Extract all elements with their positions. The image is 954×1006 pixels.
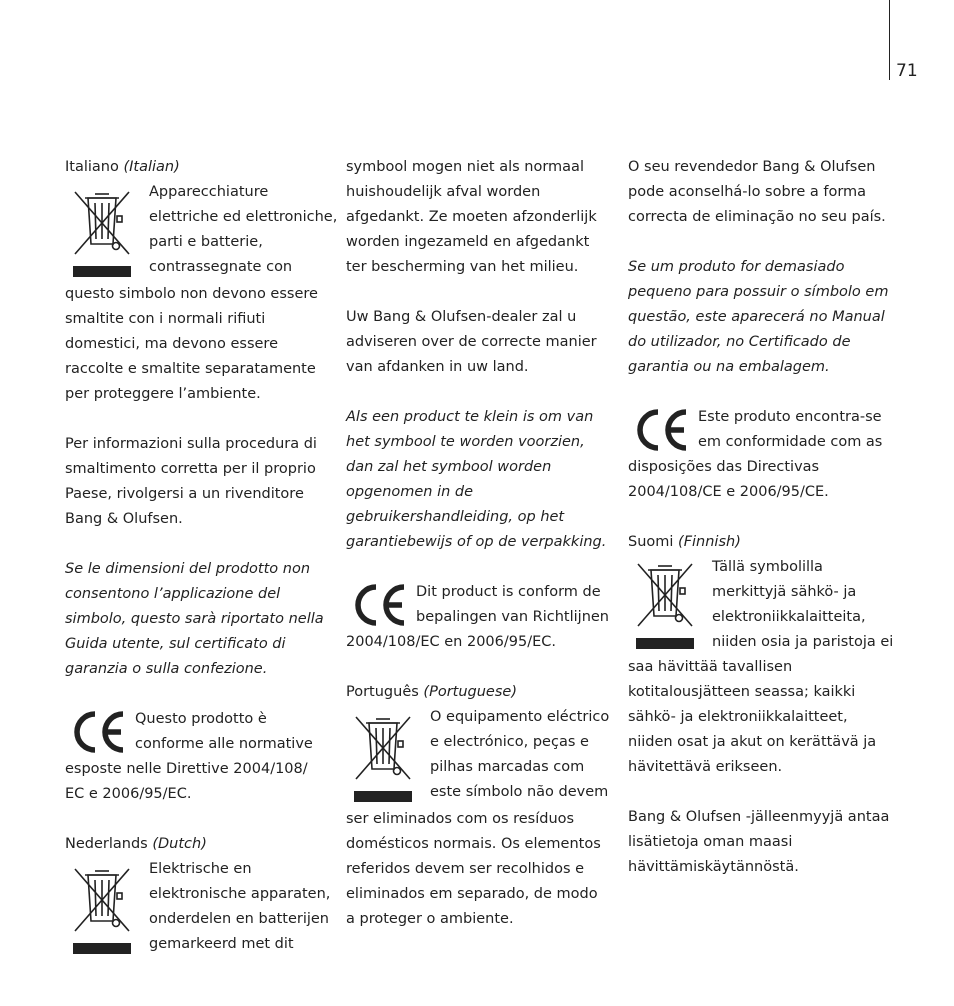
text-line: conforme alle normative <box>135 736 313 752</box>
text-line: per proteggere l’ambiente. <box>65 386 261 402</box>
text-line: niiden osia ja paristoja ei <box>712 634 894 650</box>
paragraph-gap <box>628 230 898 255</box>
text-line: ter bescherming van het milieu. <box>346 259 579 275</box>
text-line: Bang & Olufsen. <box>65 511 183 527</box>
text-line: domésticos normais. Os elementos <box>346 836 601 852</box>
text-line: merkittyjä sähkö- ja <box>712 584 857 600</box>
text-line: Paese, rivolgersi a un rivenditore <box>65 486 304 502</box>
text-line: Per informazioni sulla procedura di <box>65 436 317 452</box>
page-number: 71 <box>896 61 918 81</box>
text-line: hävittämiskäytännöstä. <box>628 859 799 875</box>
language-heading <box>346 680 616 705</box>
paragraph-gap <box>628 380 898 405</box>
italic-paragraph <box>628 255 898 380</box>
weee-symbol <box>71 863 133 959</box>
weee-notice <box>65 857 335 959</box>
language-note: (Italian) <box>123 159 180 175</box>
text-line: 2004/108/CE e 2006/95/CE. <box>628 484 829 500</box>
text-line: onderdelen en batterijen <box>149 911 329 927</box>
text-line: domestici, ma devono essere <box>65 336 278 352</box>
ce-mark-icon <box>632 408 692 452</box>
text-line: raccolte e smaltite separatamente <box>65 361 316 377</box>
text-line: em conformidade com as <box>698 434 883 450</box>
text-line: Dit product is conform de <box>416 584 601 600</box>
text-line: O seu revendedor Bang & Olufsen <box>628 159 876 175</box>
paragraph-gap <box>346 380 616 405</box>
paragraph <box>628 805 898 880</box>
text-line: symbool mogen niet als normaal <box>346 159 584 175</box>
text-line: garanzia o sulla confezione. <box>65 661 268 677</box>
italic-paragraph <box>65 557 335 682</box>
language-name: Suomi <box>628 534 674 550</box>
text-line: saa hävittää tavallisen <box>628 659 793 675</box>
text-line: Tällä symbolilla <box>712 559 823 575</box>
text-line: consentono l’applicazione del <box>65 586 281 602</box>
paragraph <box>628 455 898 505</box>
text-line: niiden osat ja akut on kerättävä ja <box>628 734 877 750</box>
text-line: van afdanken in uw land. <box>346 359 529 375</box>
paragraph-gap <box>65 532 335 557</box>
language-note: (Dutch) <box>152 836 207 852</box>
ce-mark-icon <box>350 583 410 627</box>
paragraph-gap <box>65 807 335 832</box>
column-3 <box>628 155 898 880</box>
text-line: disposições das Directivas <box>628 459 820 475</box>
text-line: questão, este aparecerá no Manual <box>628 309 885 325</box>
text-line: Guida utente, sul certificato di <box>65 636 286 652</box>
text-line: elektroniikkalaitteita, <box>712 609 866 625</box>
language-name: Nederlands <box>65 836 148 852</box>
column-1 <box>65 155 338 959</box>
text-line: simbolo, questo sarà riportato nella <box>65 611 324 627</box>
text-line: Als een product te klein is om van <box>346 409 594 425</box>
ce-symbol <box>350 583 410 627</box>
text-line: do utilizador, no Certificado de <box>628 334 851 350</box>
ce-symbol <box>69 710 129 754</box>
language-heading <box>65 155 335 180</box>
ce-mark-icon <box>69 710 129 754</box>
text-line: opgenomen in de <box>346 484 474 500</box>
ce-notice <box>628 405 898 455</box>
text-line: Questo prodotto è <box>135 711 267 727</box>
text-line: Se um produto for demasiado <box>628 259 845 275</box>
weee-notice <box>346 705 616 807</box>
text-line: lisätietoja oman maasi <box>628 834 793 850</box>
page-number-rule <box>889 0 890 80</box>
text-line: smaltite con i normali rifiuti <box>65 311 266 327</box>
text-line: het symbool te worden voorzien, <box>346 434 585 450</box>
text-line: eliminados em separado, de modo <box>346 886 598 902</box>
weee-crossed-bin-icon <box>634 558 696 654</box>
text-line: contrassegnate con <box>149 259 293 275</box>
paragraph <box>65 432 335 532</box>
paragraph-gap <box>628 780 898 805</box>
weee-crossed-bin-icon <box>352 711 414 807</box>
text-line: bepalingen van Richtlijnen <box>416 609 609 625</box>
weee-notice <box>65 180 338 282</box>
text-line: kotitalousjätteen seassa; kaikki <box>628 684 856 700</box>
text-line: O equipamento eléctrico <box>430 709 610 725</box>
text-line: questo simbolo non devono essere <box>65 286 318 302</box>
text-line: correcta de eliminação no seu país. <box>628 209 886 225</box>
language-heading <box>65 832 335 857</box>
paragraph <box>346 155 616 280</box>
paragraph-gap <box>628 505 898 530</box>
text-line: Apparecchiature <box>149 184 269 200</box>
text-line: esposte nelle Direttive 2004/108/ <box>65 761 308 777</box>
text-line: elettriche ed elettroniche, <box>149 209 338 225</box>
text-line: 2004/108/EC en 2006/95/EC. <box>346 634 556 650</box>
text-line: Bang & Olufsen -jälleenmyyjä antaa <box>628 809 890 825</box>
language-heading <box>628 530 898 555</box>
paragraph-gap <box>65 682 335 707</box>
paragraph-gap <box>346 555 616 580</box>
weee-crossed-bin-icon <box>71 186 133 282</box>
text-line: dan zal het symbool worden <box>346 459 552 475</box>
text-line: garantia ou na embalagem. <box>628 359 830 375</box>
paragraph-gap <box>65 407 335 432</box>
paragraph <box>628 655 898 780</box>
text-line: pode aconselhá-lo sobre a forma <box>628 184 867 200</box>
text-line: adviseren over de correcte manier <box>346 334 597 350</box>
paragraph <box>346 630 616 655</box>
paragraph <box>65 282 335 407</box>
text-line: worden ingezameld en afgedankt <box>346 234 590 250</box>
text-line: elektronische apparaten, <box>149 886 331 902</box>
text-line: smaltimento corretta per il proprio <box>65 461 316 477</box>
paragraph <box>346 807 616 932</box>
text-line: Este produto encontra-se <box>698 409 882 425</box>
text-line: ser eliminados com os resíduos <box>346 811 575 827</box>
weee-symbol <box>634 558 696 650</box>
language-note: (Finnish) <box>678 534 741 550</box>
language-name: Português <box>346 684 419 700</box>
weee-symbol <box>352 711 414 807</box>
text-line: Se le dimensioni del prodotto non <box>65 561 311 577</box>
paragraph-gap <box>346 280 616 305</box>
weee-crossed-bin-icon <box>71 863 133 959</box>
text-line: e electrónico, peças e <box>430 734 589 750</box>
text-line: parti e batterie, <box>149 234 263 250</box>
text-line: sähkö- ja elektroniikkalaitteet, <box>628 709 848 725</box>
weee-symbol <box>71 186 133 282</box>
text-line: garantiebewijs of op de verpakking. <box>346 534 607 550</box>
paragraph <box>65 757 335 807</box>
language-note: (Portuguese) <box>423 684 517 700</box>
weee-notice <box>628 555 898 655</box>
language-name: Italiano <box>65 159 119 175</box>
text-line: pequeno para possuir o símbolo em <box>628 284 889 300</box>
ce-notice <box>65 707 335 757</box>
column-2 <box>346 155 616 932</box>
paragraph <box>346 305 616 380</box>
text-line: gebruikershandleiding, op het <box>346 509 565 525</box>
ce-symbol <box>632 408 692 452</box>
ce-notice <box>346 580 616 630</box>
text-line: pilhas marcadas com <box>430 759 585 775</box>
text-line: Uw Bang & Olufsen-dealer zal u <box>346 309 577 325</box>
text-line: a proteger o ambiente. <box>346 911 514 927</box>
text-line: EC e 2006/95/EC. <box>65 786 192 802</box>
paragraph-gap <box>346 655 616 680</box>
text-line: Elektrische en <box>149 861 252 877</box>
text-line: hävitettävä erikseen. <box>628 759 783 775</box>
text-line: afgedankt. Ze moeten afzonderlijk <box>346 209 597 225</box>
text-line: huishoudelijk afval worden <box>346 184 541 200</box>
text-line: referidos devem ser recolhidos e <box>346 861 585 877</box>
text-line: este símbolo não devem <box>430 784 609 800</box>
text-line: gemarkeerd met dit <box>149 936 294 952</box>
italic-paragraph <box>346 405 616 555</box>
paragraph <box>628 155 898 230</box>
